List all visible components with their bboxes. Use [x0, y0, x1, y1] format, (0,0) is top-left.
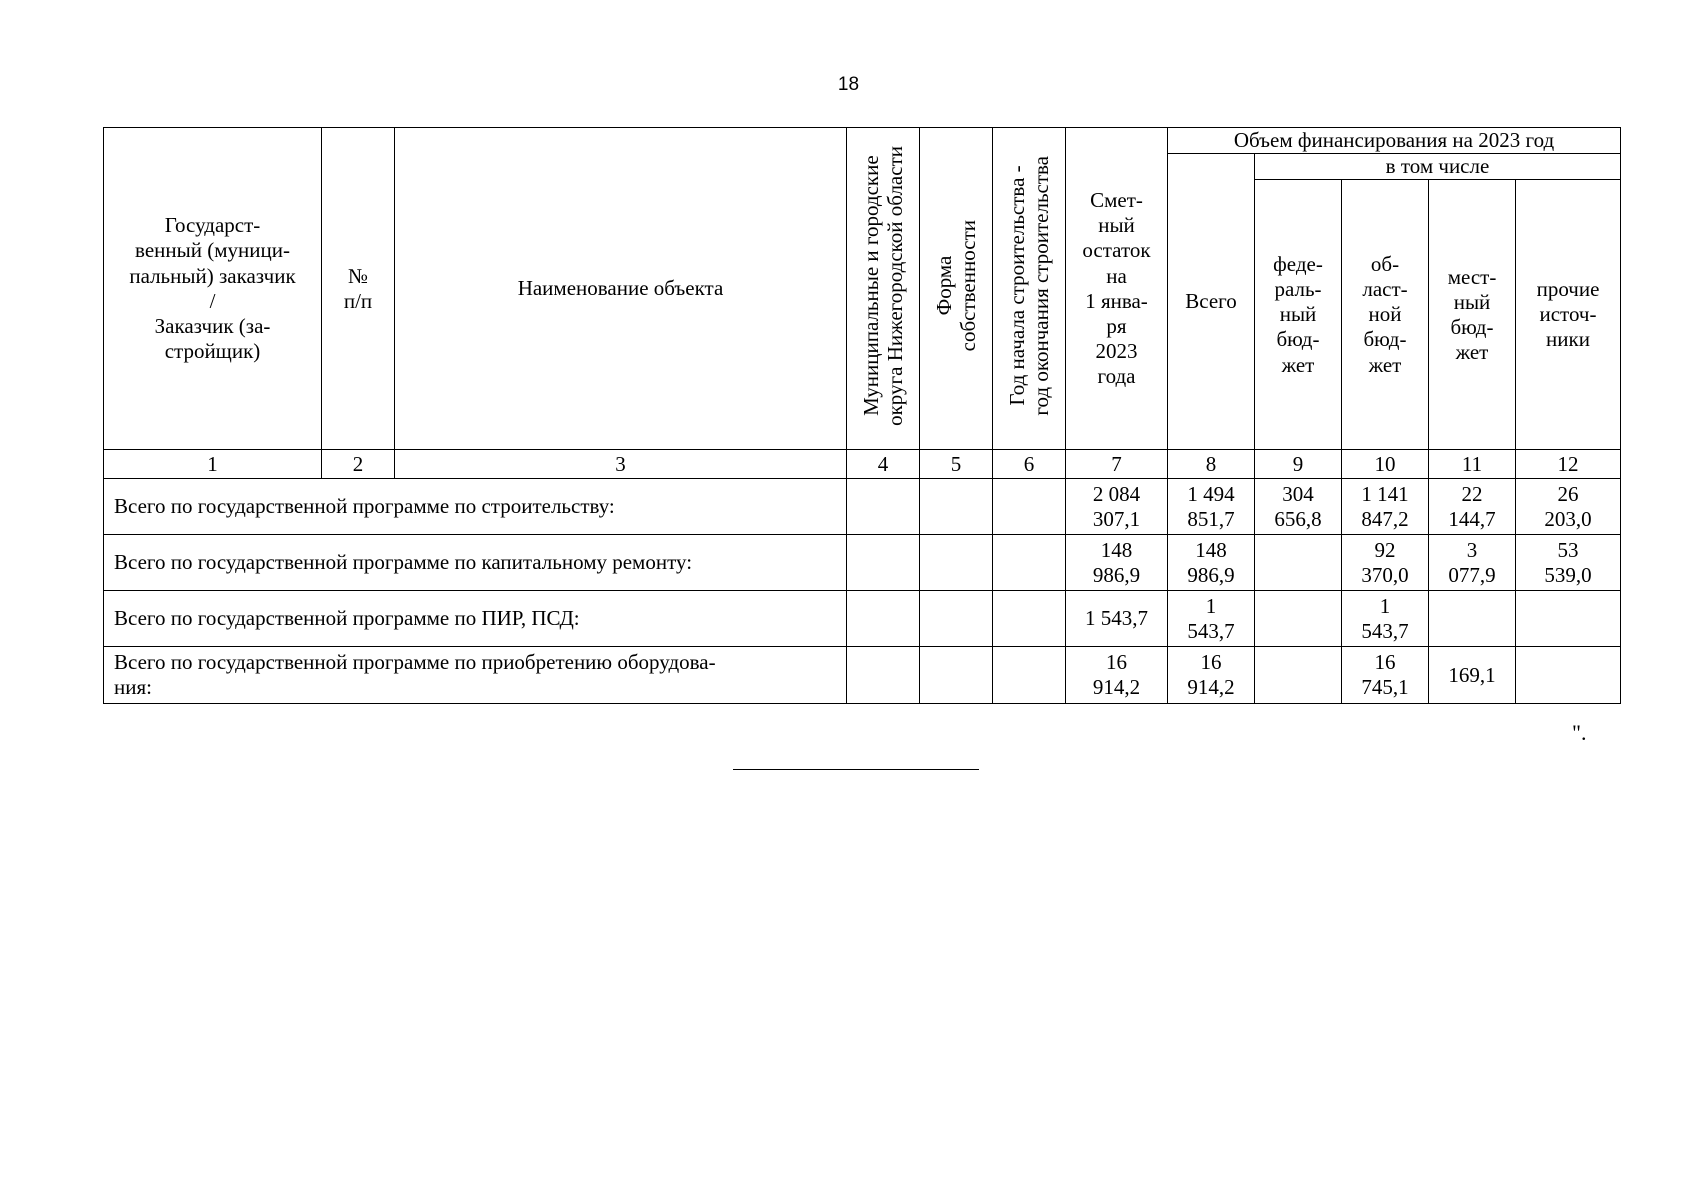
column-number: 3: [395, 450, 847, 479]
separator-line: [733, 769, 979, 770]
header-including: в том числе: [1255, 154, 1621, 180]
header-number: № п/п: [322, 128, 395, 450]
column-number: 2: [322, 450, 395, 479]
column-number: 6: [993, 450, 1066, 479]
table-row-equipment: [104, 647, 1621, 704]
row-federal: [1255, 591, 1342, 647]
row-regional: 1 141 847,2: [1342, 479, 1429, 535]
header-ownership-text: Форма собственности: [931, 219, 980, 352]
row-federal: 304 656,8: [1255, 479, 1342, 535]
header-estimate: Смет- ный остаток на 1 янва- ря 2023 года: [1066, 128, 1168, 450]
row-ownership: [920, 647, 993, 704]
row-years: [993, 591, 1066, 647]
row-municipality: [847, 647, 920, 704]
header-total: Всего: [1168, 154, 1255, 450]
row-total: 1 494 851,7: [1168, 479, 1255, 535]
row-other: 53 539,0: [1516, 535, 1621, 591]
row-years: [993, 647, 1066, 704]
row-ownership: [920, 591, 993, 647]
column-number: 10: [1342, 450, 1429, 479]
row-other: 26 203,0: [1516, 479, 1621, 535]
row-years: [993, 535, 1066, 591]
header-regional: об- ласт- ной бюд- жет: [1342, 180, 1429, 450]
row-estimate: 2 084 307,1: [1066, 479, 1168, 535]
row-regional: 1 543,7: [1342, 591, 1429, 647]
row-local: 22 144,7: [1429, 479, 1516, 535]
column-number: 8: [1168, 450, 1255, 479]
row-total: 148 986,9: [1168, 535, 1255, 591]
row-total: 16 914,2: [1168, 647, 1255, 704]
row-ownership: [920, 479, 993, 535]
row-municipality: [847, 479, 920, 535]
table-row-design: [104, 591, 1621, 647]
row-regional: 16 745,1: [1342, 647, 1429, 704]
row-ownership: [920, 535, 993, 591]
header-customer: Государст- венный (муници- пальный) заказчик / Заказчик (за- стройщик): [104, 128, 322, 450]
header-row-1: [104, 128, 1621, 154]
column-number: 4: [847, 450, 920, 479]
column-number-row: [104, 450, 1621, 479]
closing-quote: ".: [1572, 720, 1587, 745]
column-number: 1: [104, 450, 322, 479]
row-federal: [1255, 647, 1342, 704]
row-estimate: 16 914,2: [1066, 647, 1168, 704]
row-name: Всего по государственной программе по капитальному ремонту:: [104, 535, 847, 591]
column-number: 7: [1066, 450, 1168, 479]
row-municipality: [847, 535, 920, 591]
page-number: 18: [837, 74, 860, 95]
header-local: мест- ный бюд- жет: [1429, 180, 1516, 450]
row-name: Всего по государственной программе по строительству:: [104, 479, 847, 535]
header-years-text: Год начала строительства - год окончания строительства: [1004, 155, 1053, 416]
row-local: 169,1: [1429, 647, 1516, 704]
row-other: [1516, 591, 1621, 647]
header-other: прочие источ- ники: [1516, 180, 1621, 450]
row-name: Всего по государственной программе по ПИР, ПСД:: [104, 591, 847, 647]
table-row-capital-repair: [104, 535, 1621, 591]
row-municipality: [847, 591, 920, 647]
column-number: 11: [1429, 450, 1516, 479]
column-number: 9: [1255, 450, 1342, 479]
row-local: 3 077,9: [1429, 535, 1516, 591]
row-total: 1 543,7: [1168, 591, 1255, 647]
financing-table: [103, 127, 1621, 704]
header-ownership: [920, 128, 993, 450]
row-other: [1516, 647, 1621, 704]
column-number: 5: [920, 450, 993, 479]
header-municipality-text: Муниципальные и городские округа Нижегородской области: [858, 145, 907, 426]
column-number: 12: [1516, 450, 1621, 479]
header-federal: феде- раль- ный бюд- жет: [1255, 180, 1342, 450]
row-regional: 92 370,0: [1342, 535, 1429, 591]
header-financing: Объем финансирования на 2023 год: [1168, 128, 1621, 154]
row-name: Всего по государственной программе по приобретению оборудова- ния:: [104, 647, 847, 704]
row-years: [993, 479, 1066, 535]
header-municipality: [847, 128, 920, 450]
row-federal: [1255, 535, 1342, 591]
row-local: [1429, 591, 1516, 647]
header-object-name: Наименование объекта: [395, 128, 847, 450]
header-years: [993, 128, 1066, 450]
table-row-construction: [104, 479, 1621, 535]
row-estimate: 1 543,7: [1066, 591, 1168, 647]
row-estimate: 148 986,9: [1066, 535, 1168, 591]
